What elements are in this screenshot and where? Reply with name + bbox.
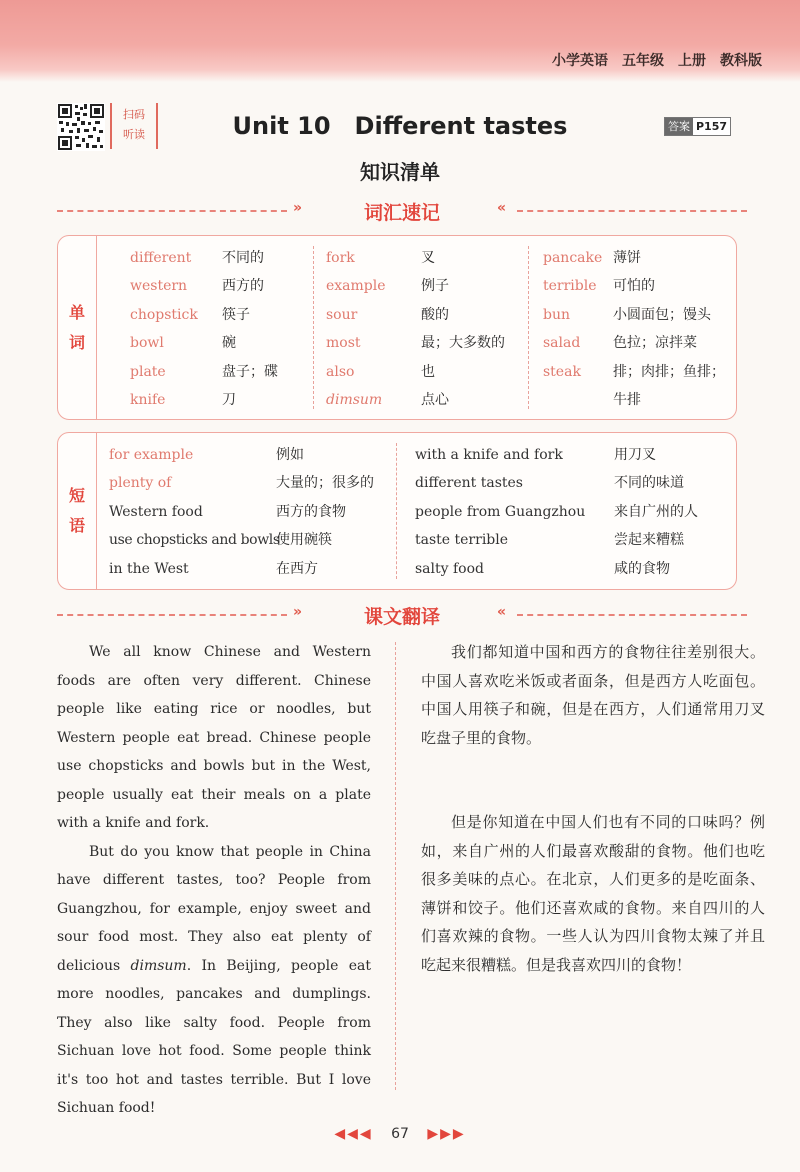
phrase-en: for example (109, 447, 194, 463)
header-banner (0, 0, 800, 82)
word-zh: 叉 (421, 250, 435, 266)
column-divider (395, 642, 396, 1090)
word-zh: 色拉；凉拌菜 (613, 335, 697, 352)
phrase-en: in the West (109, 560, 189, 577)
italic-word: dimsum (130, 957, 187, 974)
column-divider (313, 246, 314, 409)
phrase-en: different tastes (415, 475, 523, 492)
word-en: example (326, 278, 386, 295)
word-zh: 最；大多数的 (421, 335, 505, 352)
word-en: steak (543, 363, 581, 380)
chevron-right-icon: » (293, 200, 303, 216)
scan-label-line2: 听读 (123, 128, 145, 141)
column-divider (528, 246, 529, 409)
word-zh: 碗 (222, 335, 236, 352)
word-zh: 盘子；碟 (222, 363, 278, 380)
word-en: knife (130, 391, 166, 408)
word-zh: 刀 (222, 391, 236, 408)
word-en: bun (543, 306, 570, 323)
word-zh: 薄饼 (613, 250, 641, 266)
phrase-en: with a knife and fork (415, 447, 563, 463)
side-char: 短 (68, 486, 85, 505)
divider (517, 614, 747, 616)
word-en: pancake (543, 250, 603, 266)
chevron-left-icon: « (497, 200, 507, 216)
phrase-zh: 咸的食物 (614, 560, 670, 577)
chinese-paragraph-1 (421, 638, 765, 752)
word-zh: 不同的 (222, 250, 264, 266)
phrase-zh: 大量的；很多的 (276, 475, 374, 492)
phrase-zh: 来自广州的人 (614, 503, 698, 520)
word-en: bowl (130, 335, 164, 352)
word-zh: 牛排 (613, 391, 641, 408)
answer-tag: 答案 (665, 118, 693, 135)
word-en: terrible (543, 278, 597, 295)
phrase-en: taste terrible (415, 532, 509, 549)
answer-page: P157 (693, 118, 730, 135)
phrase-zh: 尝起来糟糕 (614, 532, 684, 549)
knowledge-list-title: 知识清单 (360, 160, 440, 184)
vocab-section-title: 词汇速记 (363, 202, 440, 224)
translation-section-heading (57, 602, 747, 628)
chinese-text: 我们都知道中国和西方的食物往往差别很大。中国人喜欢吃米饭或者面条，但是西方人吃面包。中国人用筷子和碗，但是在西方，人们通常用刀叉吃盘子里的食物。 (421, 643, 765, 747)
next-arrows-icon: ▶▶▶ (427, 1126, 466, 1142)
word-zh: 酸的 (421, 306, 449, 323)
text-run: . In Beijing, people eat more noodles, pancakes and dumplings. They also like salty food. People from Sichuan love hot food. Some people think it's too hot and tastes terrible. But I love Sichuan food! (57, 957, 371, 1116)
word-en: fork (326, 250, 355, 266)
word-zh: 小圆面包；馒头 (613, 306, 711, 323)
phrase-en: Western food (109, 503, 203, 520)
word-zh: 点心 (421, 391, 449, 408)
chinese-text: 但是你知道在中国人们也有不同的口味吗？例如，来自广州的人们最喜欢酸甜的食物。他们也吃很多美味的点心。在北京，人们更多的是吃面条、薄饼和饺子。他们还喜欢咸的食物。来自四川的人们喜欢辣的食物。一些人认为四川食物太辣了并且吃起来很糟糕。但是我喜欢四川的食物！ (421, 813, 765, 974)
chinese-paragraph-2 (421, 808, 765, 979)
chevron-left-icon: « (497, 604, 507, 620)
phrase-zh: 西方的食物 (276, 503, 346, 520)
translation-section-title: 课文翻译 (363, 606, 440, 628)
unit-title: Unit 10 Different tastes (232, 112, 568, 140)
prev-arrows-icon: ◀◀◀ (334, 1126, 373, 1142)
column-divider (396, 443, 397, 579)
page-footer (0, 1126, 800, 1142)
phrase-zh: 用刀叉 (614, 447, 656, 463)
word-zh: 例子 (421, 278, 449, 295)
vocab-section-heading (57, 198, 747, 224)
scan-label-line1: 扫码 (123, 108, 145, 121)
english-paragraph-2 (57, 838, 371, 1123)
phrase-en: people from Guangzhou (415, 503, 586, 520)
word-zh: 也 (421, 363, 435, 380)
text-run: But do you know that people in China have different tastes, too? People from Guangzhou, for example, enjoy sweet and sour food most. They also eat plenty of delicious (57, 843, 371, 974)
word-zh: 排；肉排；鱼排； (613, 363, 725, 380)
word-zh: 筷子 (222, 306, 250, 323)
page-number: 67 (391, 1126, 409, 1142)
word-en: different (130, 250, 192, 266)
chevron-right-icon: » (293, 604, 303, 620)
phrase-zh: 在西方 (276, 560, 318, 577)
word-en: salad (543, 335, 581, 352)
phrase-zh: 使用碗筷 (276, 532, 332, 549)
words-box (57, 235, 737, 420)
word-en: plate (130, 363, 166, 380)
side-char: 单 (68, 302, 85, 322)
phrase-en: use chopsticks and bowls (109, 532, 280, 549)
phrase-zh: 例如 (276, 447, 304, 463)
phrase-en: salty food (415, 560, 484, 577)
word-zh: 可怕的 (613, 278, 655, 295)
word-en: western (130, 278, 188, 295)
english-passage (57, 638, 371, 1123)
phrases-box (57, 432, 737, 590)
words-side-label (58, 236, 97, 419)
answer-reference (664, 117, 731, 136)
word-en: dimsum (326, 391, 383, 408)
side-char: 词 (68, 332, 85, 352)
word-en: also (326, 363, 355, 380)
side-char: 语 (68, 516, 85, 535)
phrase-zh: 不同的味道 (614, 475, 684, 492)
word-en: chopstick (130, 306, 198, 323)
divider (517, 210, 747, 212)
word-zh: 西方的 (222, 278, 264, 295)
book-info: 小学英语 五年级 上册 教科版 (552, 53, 762, 69)
word-en: most (326, 335, 361, 352)
english-paragraph-1: We all know Chinese and Western foods are often very different. Chinese people like eating rice or noodles, but Western people eat bread. Chinese people use chopsticks and bowls but in the West, people usually eat their meals on a plate with a knife and fork. (57, 644, 371, 831)
phrase-en: plenty of (109, 475, 172, 492)
phrases-side-label (58, 433, 97, 589)
word-en: sour (326, 306, 358, 323)
